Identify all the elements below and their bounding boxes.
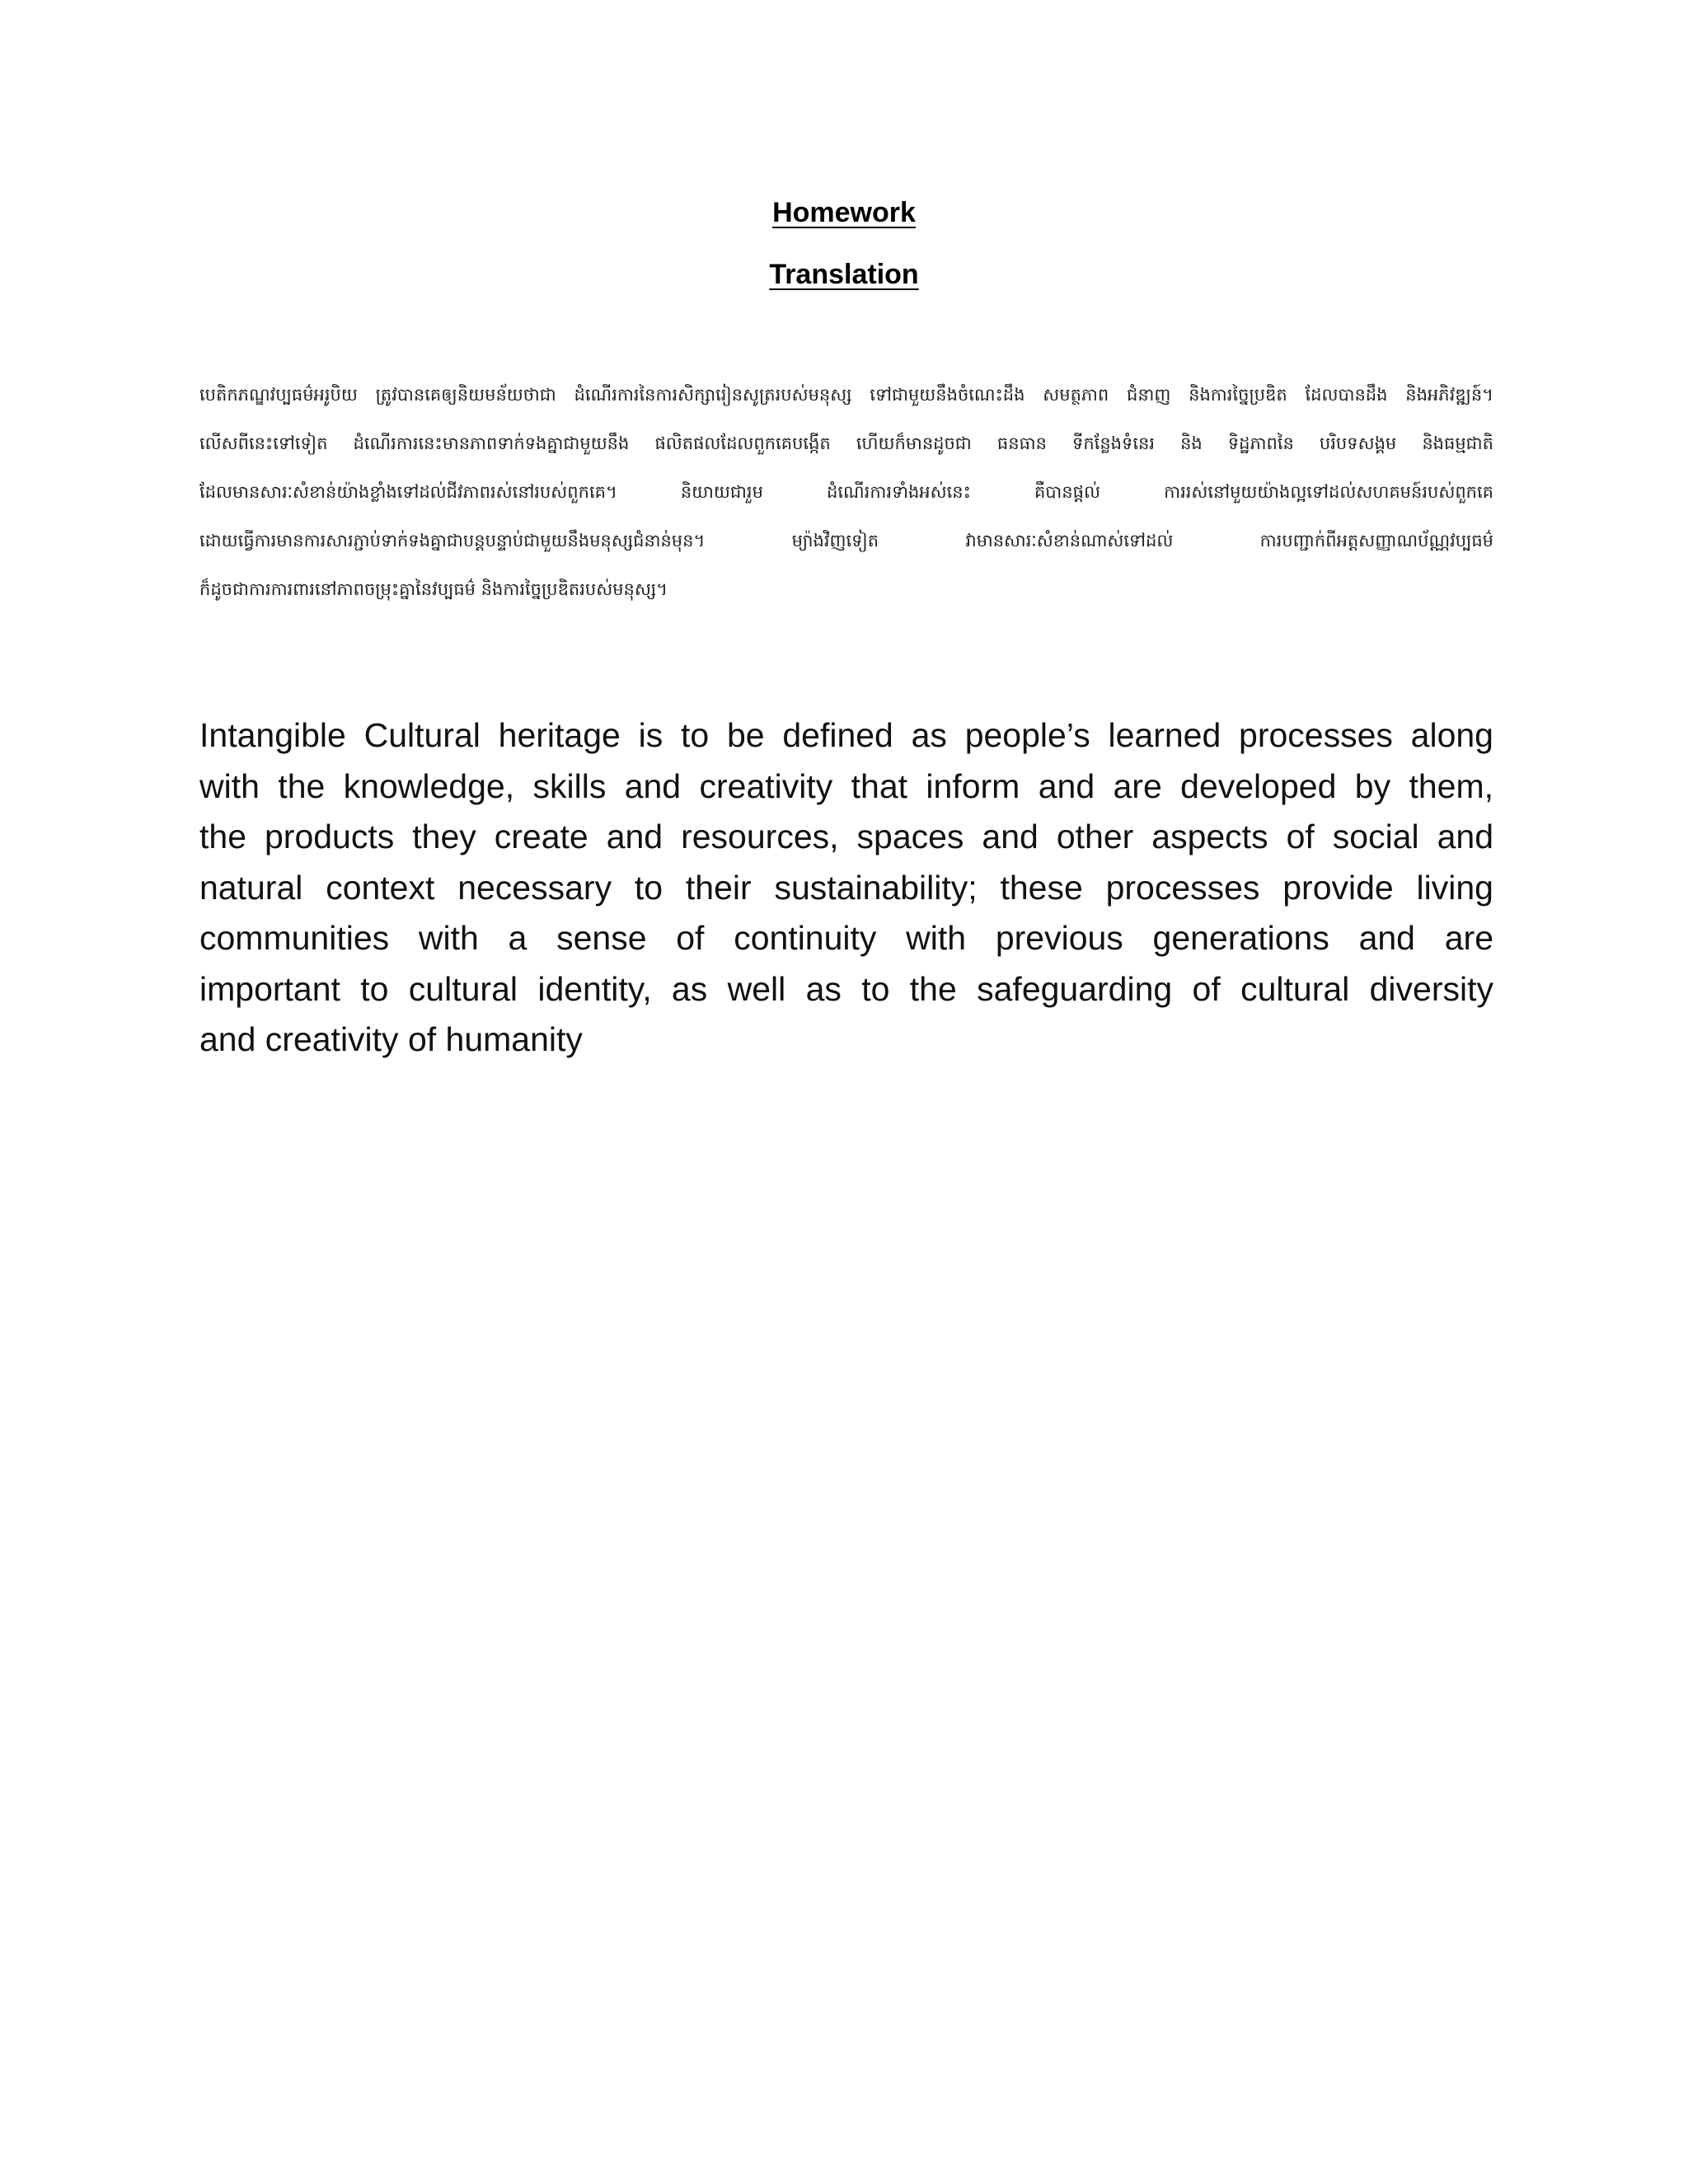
english-line: communities with a sense of continuity with previous generations and are <box>199 919 1493 957</box>
english-line: with the knowledge, skills and creativity that inform and are developed by them, <box>199 766 1493 805</box>
page-title: Homework <box>772 197 916 228</box>
khmer-line: ក៏ដូចជាការការពារនៅភាពចម្រុះគ្នានៃវប្បធម៌ និងការច្នៃប្រឌិតរបស់មនុស្ស។ <box>199 579 668 599</box>
english-line: the products they create and resources, spaces and other aspects of social and <box>199 818 1493 855</box>
english-line: Intangible Cultural heritage is to be defined as people’s learned processes along <box>199 716 1493 754</box>
page-subtitle: Translation <box>769 259 919 290</box>
khmer-line: លើសពីនេះទៅទៀត ដំណើរការនេះមានភាពទាក់ទងគ្នាជាមួយនឹង ផលិតផលដែលពួកគេបង្កើត ហើយក៏មានដូចជា ធនធាន ទីកន្លែងទំនេរ និង ទិដ្ឋភាពនៃ បរិបទសង្គម និងធម្មជាតិ <box>199 434 1493 453</box>
khmer-line: បេតិកភណ្ឌវប្បធម៌អរូបិយ ត្រូវបានគេឲ្យនិយមន័យថាជា ដំណើរការនៃការសិក្សារៀនសូត្ររបស់មនុស្ស ទៅជាមួយនឹងចំណេះដឹង សមត្ថភាព ជំនាញ និងការច្នៃប្រឌិត ដែលបានដឹង និងអភិវឌ្ឍន៍។ <box>199 385 1493 405</box>
khmer-line: ដោយធ្វើការមានការសារភ្ជាប់ទាក់ទងគ្នាជាបន្តបន្ទាប់ជាមួយនឹងមនុស្សជំនាន់មុន។ ម្យ៉ាងវិញទៀត វាមានសារៈសំខាន់ណាស់ទៅដល់ ការបញ្ជាក់ពីអត្តសញ្ញាណប័ណ្ណវប្បធម៌ <box>199 531 1493 551</box>
english-line: and creativity of humanity <box>199 1020 583 1058</box>
khmer-paragraph <box>199 381 1493 624</box>
english-line: natural context necessary to their sustainability; these processes provide living <box>199 868 1493 907</box>
khmer-line: ដែលមានសារៈសំខាន់យ៉ាងខ្លាំងទៅដល់ជីវភាពរស់នៅរបស់ពួកគេ។ និយាយជារួម ដំណើរការទាំងអស់នេះ គឺបានផ្តល់ ការរស់នៅមួយយ៉ាងល្អទៅដល់សហគមន៍របស់ពួកគេ <box>199 482 1493 502</box>
english-line: important to cultural identity, as well as to the safeguarding of cultural diversity <box>199 969 1493 1008</box>
english-paragraph <box>199 710 1493 1066</box>
